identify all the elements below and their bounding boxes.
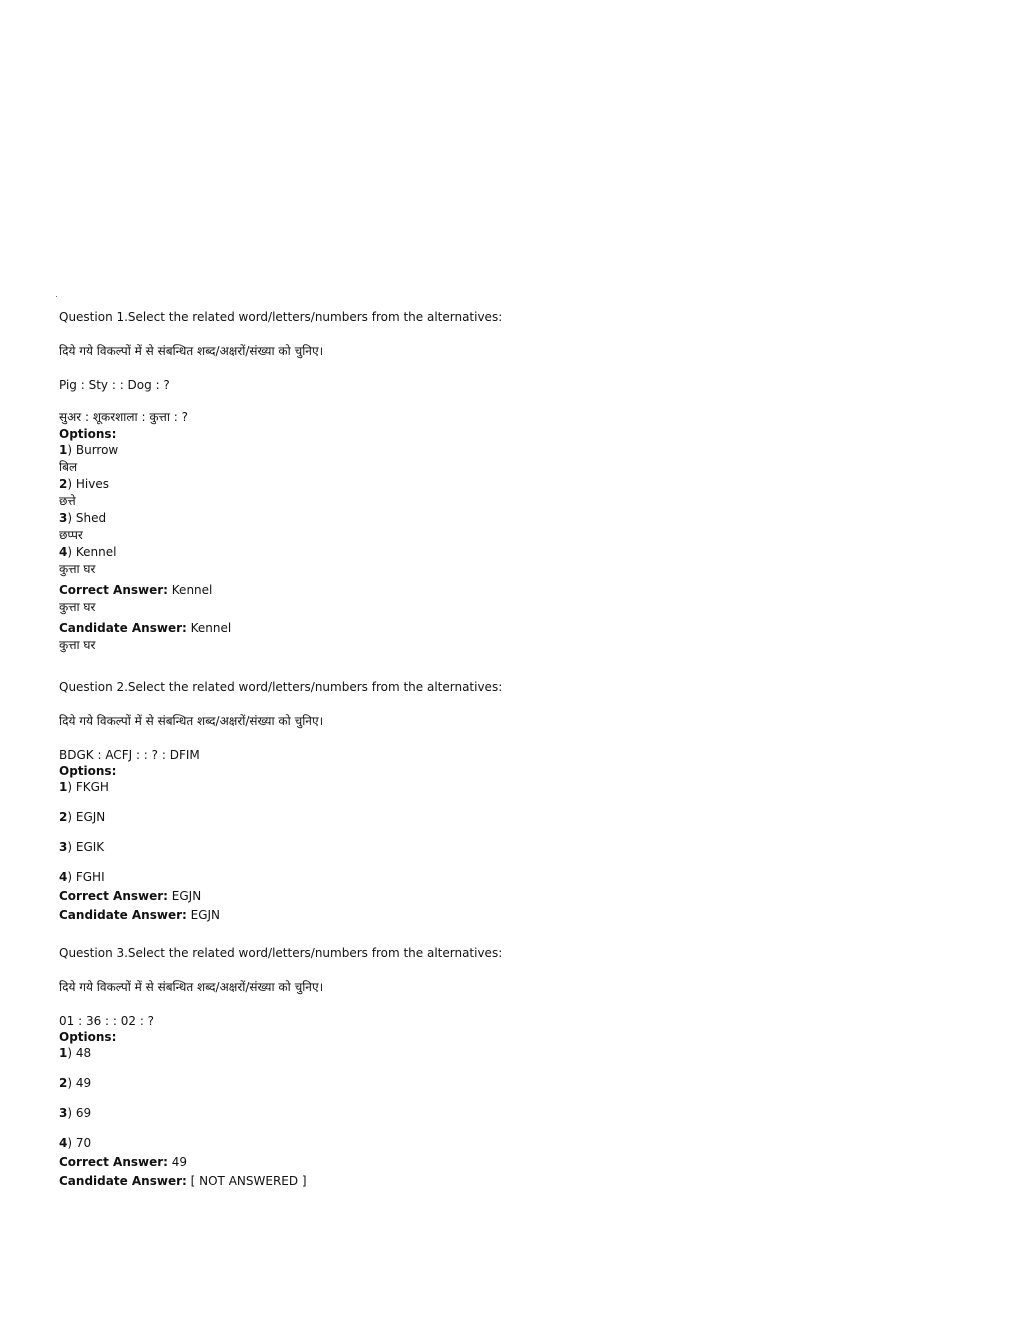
option-2 <box>59 476 959 492</box>
hindi-instruction: दिये गये विकल्पों में से संबन्धित शब्द/अक्षरों/संख्या को चुनिए। <box>59 344 324 358</box>
option-text: ) EGIK <box>67 840 105 854</box>
option-number: 4 <box>59 870 68 884</box>
option-text: ) 48 <box>67 1046 92 1060</box>
option-text: ) Burrow <box>67 443 119 457</box>
candidate-answer <box>59 1173 959 1189</box>
option-text: ) FGHI <box>67 870 105 884</box>
correct-answer <box>59 888 959 904</box>
correct-answer-value: 49 <box>167 1155 188 1169</box>
option-number: 1 <box>59 443 68 457</box>
option-number: 1 <box>59 780 68 794</box>
correct-answer <box>59 1154 959 1170</box>
option-3 <box>59 839 959 855</box>
option-text: ) EGJN <box>67 810 106 824</box>
option-1 <box>59 1045 959 1061</box>
candidate-answer-value: Kennel <box>186 621 232 635</box>
options-label: Options: <box>59 427 117 441</box>
page-mark <box>56 296 57 297</box>
option-text: ) Shed <box>67 511 107 525</box>
option-1 <box>59 779 959 795</box>
question-title: Question 3.Select the related word/letters/numbers from the alternatives: <box>59 946 503 960</box>
option-text: ) 69 <box>67 1106 92 1120</box>
option-number: 4 <box>59 1136 68 1150</box>
question-title: Question 1.Select the related word/letters/numbers from the alternatives: <box>59 310 503 324</box>
correct-answer-label: Correct Answer: <box>59 583 168 597</box>
candidate-answer-label: Candidate Answer: <box>59 621 187 635</box>
question-prompt: BDGK : ACFJ : : ? : DFIM <box>59 748 200 762</box>
option-4 <box>59 544 959 560</box>
option-4 <box>59 1135 959 1151</box>
candidate-answer <box>59 620 959 636</box>
candidate-answer-value: [ NOT ANSWERED ] <box>186 1174 307 1188</box>
question-2 <box>59 679 959 923</box>
option-number: 4 <box>59 545 68 559</box>
option-text: ) Kennel <box>67 545 117 559</box>
option-text: ) FKGH <box>67 780 109 794</box>
option-4 <box>59 869 959 885</box>
correct-answer <box>59 582 959 598</box>
option-number: 2 <box>59 810 68 824</box>
option-number: 3 <box>59 1106 68 1120</box>
candidate-answer <box>59 907 959 923</box>
hindi-instruction: दिये गये विकल्पों में से संबन्धित शब्द/अक्षरों/संख्या को चुनिए। <box>59 714 324 728</box>
candidate-answer-label: Candidate Answer: <box>59 1174 187 1188</box>
option-number: 1 <box>59 1046 68 1060</box>
option-text: ) 49 <box>67 1076 92 1090</box>
correct-answer-label: Correct Answer: <box>59 1155 168 1169</box>
correct-answer-value: EGJN <box>167 889 202 903</box>
question-1 <box>59 309 959 654</box>
question-title: Question 2.Select the related word/letters/numbers from the alternatives: <box>59 680 503 694</box>
question-prompt-hindi: सुअर : शूकरशाला : कुत्ता : ? <box>59 410 188 424</box>
option-number: 3 <box>59 840 68 854</box>
option-1-hindi: बिल <box>59 460 78 474</box>
question-prompt: 01 : 36 : : 02 : ? <box>59 1014 155 1028</box>
correct-answer-value: Kennel <box>167 583 213 597</box>
option-number: 3 <box>59 511 68 525</box>
option-2 <box>59 1075 959 1091</box>
option-number: 2 <box>59 1076 68 1090</box>
correct-answer-hindi: कुत्ता घर <box>59 600 96 614</box>
question-paper <box>59 309 959 1189</box>
candidate-answer-value: EGJN <box>186 908 221 922</box>
option-text: ) Hives <box>67 477 109 491</box>
correct-answer-label: Correct Answer: <box>59 889 168 903</box>
option-1 <box>59 442 959 458</box>
option-3-hindi: छप्पर <box>59 528 83 542</box>
question-prompt: Pig : Sty : : Dog : ? <box>59 378 170 392</box>
candidate-answer-label: Candidate Answer: <box>59 908 187 922</box>
hindi-instruction: दिये गये विकल्पों में से संबन्धित शब्द/अक्षरों/संख्या को चुनिए। <box>59 980 324 994</box>
options-label: Options: <box>59 1030 117 1044</box>
candidate-answer-hindi: कुत्ता घर <box>59 638 96 652</box>
option-text: ) 70 <box>67 1136 92 1150</box>
option-2 <box>59 809 959 825</box>
options-label: Options: <box>59 764 117 778</box>
option-2-hindi: छत्ते <box>59 494 76 508</box>
option-3 <box>59 510 959 526</box>
question-3 <box>59 945 959 1189</box>
option-4-hindi: कुत्ता घर <box>59 562 96 576</box>
option-number: 2 <box>59 477 68 491</box>
option-3 <box>59 1105 959 1121</box>
